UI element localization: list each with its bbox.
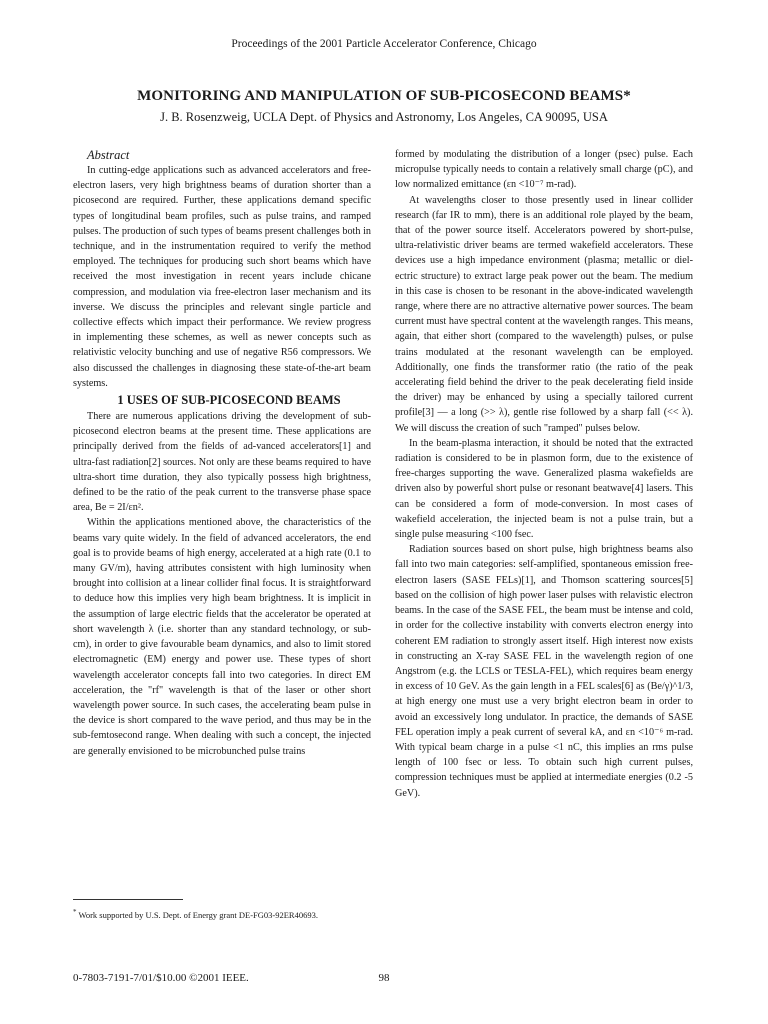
section-1-paragraph-1: There are numerous applications driving the development of sub-picosecond electron beams at the present time. These applications are principally derived from the fields of ad-vanced accelerators[1] and ultra-fast radiation[2] sources. Not only are these beams required to have ultra-short time duration, they also typically possess high brightness, defined to be the ratio of the peak current to the transverse phase space area, Be = 2I/εn². xyxy=(73,411,371,514)
section-1-paragraph-2: Within the applications mentioned above, the characteristics of the beams vary quite widely. In the field of advanced accelerators, the end goal is to provide beams of high energy, accelerated at a high rate (0.1 to many GV/m), having attributes consistent with high luminosity when brought into collision at a linear collider final focus. It is straightforward to deduce how this implies very high beam brightness. It is implicit in the assumption of large electric fields that the accelerator be operated at short wavelength λ (i.e. shorter than any standard technology, or sub-cm), in order to give favourable beam dynamics, and also to limit stored electromagnetic (EM) energy and power use. These types of short wavelength accelerator concepts fall into two categories. In direct EM acceleration, the "rf" wavelength is that of the laser or other short wavelength power source. In such cases, the accelerating beam pulse in the device is short compared to the wave period, and thus may be in the sub-femtosecond range. When dealing with such a concept, the injected are generally envisioned to be microbunched pulse trains xyxy=(73,517,371,757)
abstract-heading: Abstract xyxy=(87,148,130,162)
right-paragraph-1: formed by modulating the distribution of a longer (psec) pulse. Each micropulse typically needs to contain a relatively small charge (pC), and low normalized emittance (εn <10⁻⁷ m-rad). xyxy=(395,149,693,191)
paper-authors: J. B. Rosenzweig, UCLA Dept. of Physics and Astronomy, Los Angeles, CA 90095, USA xyxy=(160,110,608,124)
right-column xyxy=(395,147,693,801)
footnote-marker: * xyxy=(73,908,77,916)
section-1-heading: 1 USES OF SUB-PICOSECOND BEAMS xyxy=(117,393,341,408)
footnote xyxy=(73,906,371,921)
right-paragraph-4: Radiation sources based on short pulse, high brightness beams also fall into two main categories: self-amplified, spontaneous emission free-electron lasers (SASE FELs)[1], and Thomson scattering sources[5] based on the collision of high power laser pulses with relavistic electron beams. In the case of the SASE FEL, the beam must be intense and cold, in order for the collective instability with converts electron energy into coherent EM radiation to strongly assert itself. High interest now exists in constructing an X-ray SASE FEL in the wavelength region of one Angstrom (e.g. the LCLS or TESLA-FEL), which requires beam energy in excess of 10 GeV. As the gain length in a FEL scales[6] as (Be/γ)^1/3, at high energy one must use a very bright electron beam in order to avoid an excessively long undulator. In practice, the demands of SASE FEL operation imply a peak current of several kA, and εn <10⁻⁶ m-rad. With typical beam charge in a pulse <1 nC, this implies an rms pulse length of 100 fsec or less. To obtain such high current pulses, compression techniques must be applied at intermediate energies (0.2 -5 GeV). xyxy=(395,544,693,799)
footnote-text: Work supported by U.S. Dept. of Energy grant DE-FG03-92ER40693. xyxy=(78,909,318,920)
footer-issn: 0-7803-7191-7/01/$10.00 ©2001 IEEE. xyxy=(73,972,249,984)
conference-header: Proceedings of the 2001 Particle Accelerator Conference, Chicago xyxy=(231,38,537,50)
right-paragraph-2: At wavelengths closer to those presently used in linear collider research (far IR to mm), there is an additional role played by the beam, that of the power source itself. Accelerators powered by short-pulse, ultra-relativistic driver beams are termed wakefield accelerators. These devices use a high impedance environment (plasma; metallic or diel-ectric structure) to extract large peak power out the beam. The medium in this case is chosen to be resonant in the above-indicated wavelength range, where there are no attractive alternative power sources. The beam current must have spectral content at the wavelength ranges. This means, again, that either short (compared to the wavelength) pulses, or pulse trains modulated at the resonant wavelength can be employed. Additionally, one finds the transformer ratio (the ratio of the peak accelerating field behind the driver to the peak decelerating field inside the driver) may be enhanced by using a specially tailored current profile[3] — a long (>> λ), gentle rise followed by a sharp fall (<< λ). We will discuss the creation of such "ramped" pulses below. xyxy=(395,194,693,434)
right-paragraph-3: In the beam-plasma interaction, it should be noted that the extracted radiation is considered to be in plasmon form, due to the existence of free-charges supporting the wave. Generalized plasma wakefields are driven also by powerful short pulse or resonant beatwave[4] lasers. This can be considered a form of mode-conversion. In most cases of wakefield acceleration, the injected beam is not a pulse train, but a single pulse measuring <100 fsec. xyxy=(395,437,693,541)
page-number: 98 xyxy=(378,972,390,984)
footnote-rule xyxy=(73,899,183,900)
paper-title: MONITORING AND MANIPULATION OF SUB-PICOSECOND BEAMS* xyxy=(137,88,631,104)
abstract-text: In cutting-edge applications such as advanced accelerators and free-electron lasers, very high brightness beams of duration shorter than a picosecond are required. Further, these applications demand specific types of longitudinal beam profiles, such as pulse trains, and ramped pulses. The production of such types of beams present challenges both in technique, and in the instrumentation required to verify the method employed. The techniques for producing such short beams which have received the most investigation in recent years include chicane compression, and modulation via free-electron laser mechanism and its inverse. We discuss the principles and relevant single particle and collective effects which impact their performance. We review progress in implementing these schemes, as well as newer concepts such as relativistic velocity bunching and use of negative R56 compressors. We also discussed the challenges in diagnosing these state-of-the-art beam systems. xyxy=(73,165,371,389)
left-column xyxy=(73,147,371,759)
